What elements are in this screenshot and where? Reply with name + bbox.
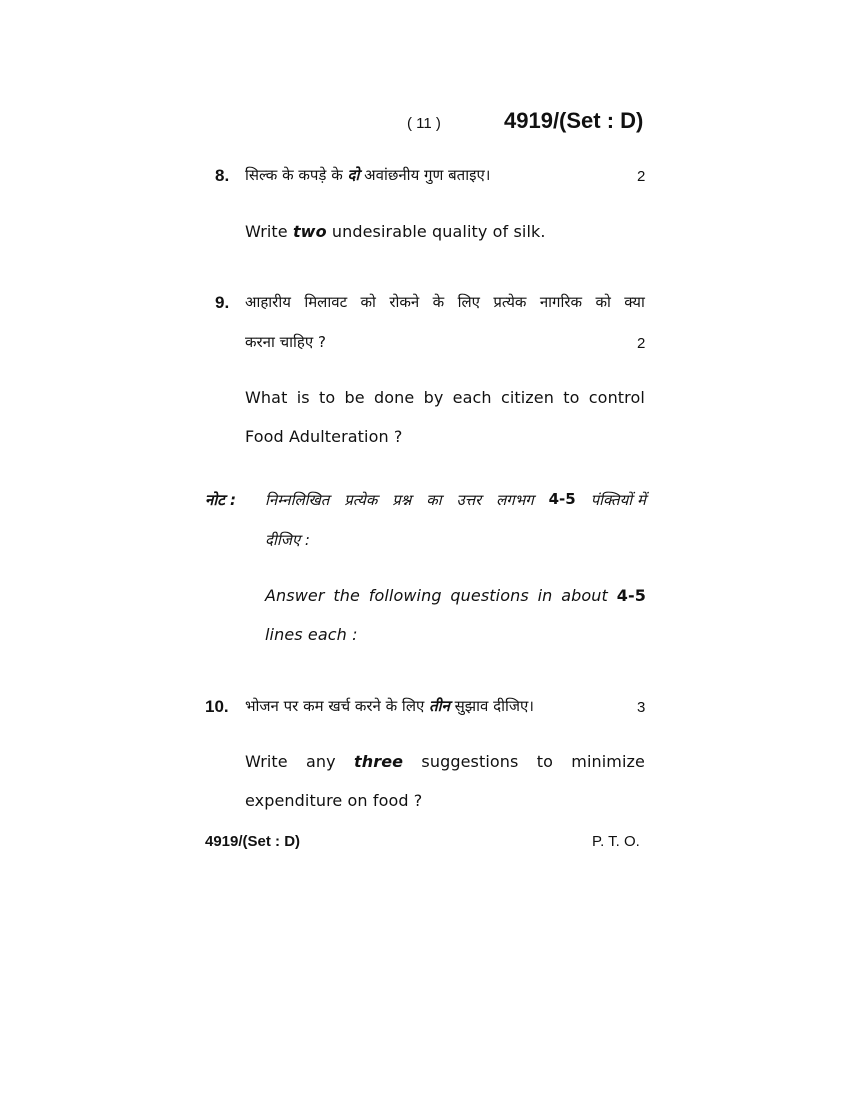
word: का: [426, 491, 442, 509]
question-8-number: 8.: [215, 166, 230, 185]
word: any: [306, 752, 336, 771]
word: निम्नलिखित: [265, 491, 330, 509]
word: लिए: [457, 293, 480, 311]
word: प्रत्येक: [493, 293, 527, 311]
word: प्रश्न: [392, 491, 412, 509]
question-8-hindi-emph: दो: [347, 166, 360, 184]
question-10-english-line2: expenditure on food ?: [245, 791, 423, 810]
question-10-hindi-pre: भोजन पर कम खर्च करने के लिए: [245, 697, 425, 715]
word: in: [537, 586, 553, 605]
question-9-english-line1: [245, 388, 645, 407]
word: three: [354, 752, 404, 771]
word: by: [423, 388, 444, 407]
word: आहारीय: [245, 293, 291, 311]
word: Answer: [265, 586, 325, 605]
word: लगभग: [496, 491, 534, 509]
word: पंक्तियों में: [590, 491, 646, 509]
word: done: [373, 388, 415, 407]
word: नागरिक: [539, 293, 583, 311]
question-9-hindi-line2: करना चाहिए ?: [245, 333, 326, 351]
note-hindi-line2: दीजिए :: [265, 531, 310, 549]
word: each: [452, 388, 492, 407]
word: to: [563, 388, 580, 407]
question-8-hindi: [245, 165, 490, 185]
question-10-english-line1: [245, 752, 645, 771]
question-8-english: [245, 222, 546, 241]
word: questions: [450, 586, 529, 605]
word: suggestions: [421, 752, 519, 771]
note-english-line1: [265, 586, 646, 605]
question-10-marks: 3: [637, 699, 646, 716]
word: What: [245, 388, 288, 407]
question-8-hindi-post: अवांछनीय गुण बताइए।: [364, 166, 491, 184]
word: क्या: [624, 293, 645, 311]
question-9-english-line2: Food Adulteration ?: [245, 427, 403, 446]
word: के: [432, 293, 445, 311]
question-8-marks: 2: [637, 168, 646, 185]
question-8-english-emph: two: [292, 222, 327, 241]
question-8-english-post: undesirable quality of silk.: [331, 222, 546, 241]
word: to: [318, 388, 336, 407]
question-9-hindi-line1: [245, 292, 645, 312]
word: को: [360, 293, 376, 311]
note-label: नोट :: [205, 491, 236, 509]
word: be: [344, 388, 365, 407]
word: is: [296, 388, 310, 407]
word: रोकने: [389, 293, 420, 311]
question-10-number: 10.: [205, 697, 229, 716]
question-8-hindi-pre: सिल्क के कपड़े के: [245, 166, 343, 184]
note-hindi-line1: [265, 490, 646, 510]
question-10-hindi-post: सुझाव दीजिए।: [454, 697, 534, 715]
question-9-number: 9.: [215, 293, 230, 312]
word: को: [595, 293, 611, 311]
question-10-hindi-emph: तीन: [429, 697, 450, 715]
word: 4-5: [616, 586, 646, 605]
word: उत्तर: [456, 491, 482, 509]
paper-code-header: 4919/(Set : D): [504, 108, 644, 133]
word: about: [561, 586, 608, 605]
question-10-hindi: [245, 696, 534, 716]
word: the: [333, 586, 360, 605]
question-8-english-pre: Write: [245, 222, 288, 241]
word: प्रत्येक: [344, 491, 378, 509]
word: मिलावट: [304, 293, 348, 311]
word: 4-5: [548, 490, 576, 508]
word: Write: [245, 752, 288, 771]
footer-pto: P. T. O.: [592, 833, 640, 850]
footer-paper-code: 4919/(Set : D): [205, 833, 301, 850]
page-number: ( 11 ): [407, 115, 441, 132]
word: minimize: [571, 752, 645, 771]
word: following: [368, 586, 442, 605]
question-9-marks: 2: [637, 335, 646, 352]
note-english-line2: lines each :: [265, 625, 358, 644]
word: control: [588, 388, 645, 407]
word: citizen: [500, 388, 554, 407]
word: to: [536, 752, 553, 771]
